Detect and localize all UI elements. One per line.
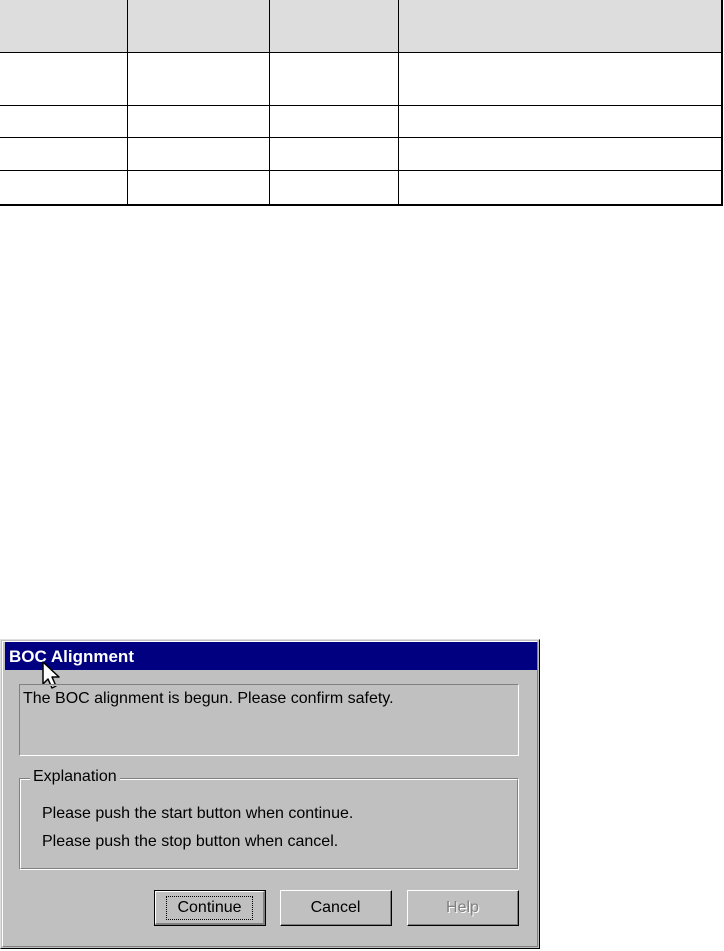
- cancel-button-face: [281, 891, 391, 925]
- cancel-button-label: Cancel: [310, 898, 361, 916]
- continue-button-label: Continue: [166, 896, 252, 920]
- explanation-groupbox: [19, 768, 519, 870]
- explanation-groupbox-inner: [20, 779, 518, 869]
- help-button-face: [408, 891, 518, 925]
- empty-table: [0, 0, 723, 206]
- help-button: [407, 890, 519, 926]
- explanation-line-cancel: Please push the stop button when cancel.: [42, 833, 339, 850]
- table-row-divider: [0, 170, 721, 171]
- cancel-button[interactable]: [280, 890, 392, 926]
- table-row-divider: [0, 105, 721, 106]
- table-row-divider: [0, 137, 721, 138]
- explanation-line-continue: Please push the start button when continue.: [42, 805, 354, 822]
- table-column-divider: [269, 0, 270, 204]
- message-panel-inner: [20, 685, 518, 755]
- table-column-divider: [398, 0, 399, 204]
- dialog-message: The BOC alignment is begun. Please confirm safety.: [23, 690, 394, 707]
- help-button-label: Help: [446, 898, 479, 916]
- dialog-title: BOC Alignment: [9, 647, 134, 666]
- message-panel: [19, 684, 519, 756]
- table-row-divider: [0, 52, 721, 53]
- explanation-legend: Explanation: [30, 768, 120, 786]
- boc-alignment-dialog: [0, 639, 540, 949]
- table-column-divider: [127, 0, 128, 204]
- table-header-row: [0, 0, 721, 52]
- dialog-titlebar[interactable]: [5, 642, 537, 670]
- continue-button[interactable]: [154, 890, 266, 926]
- continue-button-face: [155, 891, 265, 925]
